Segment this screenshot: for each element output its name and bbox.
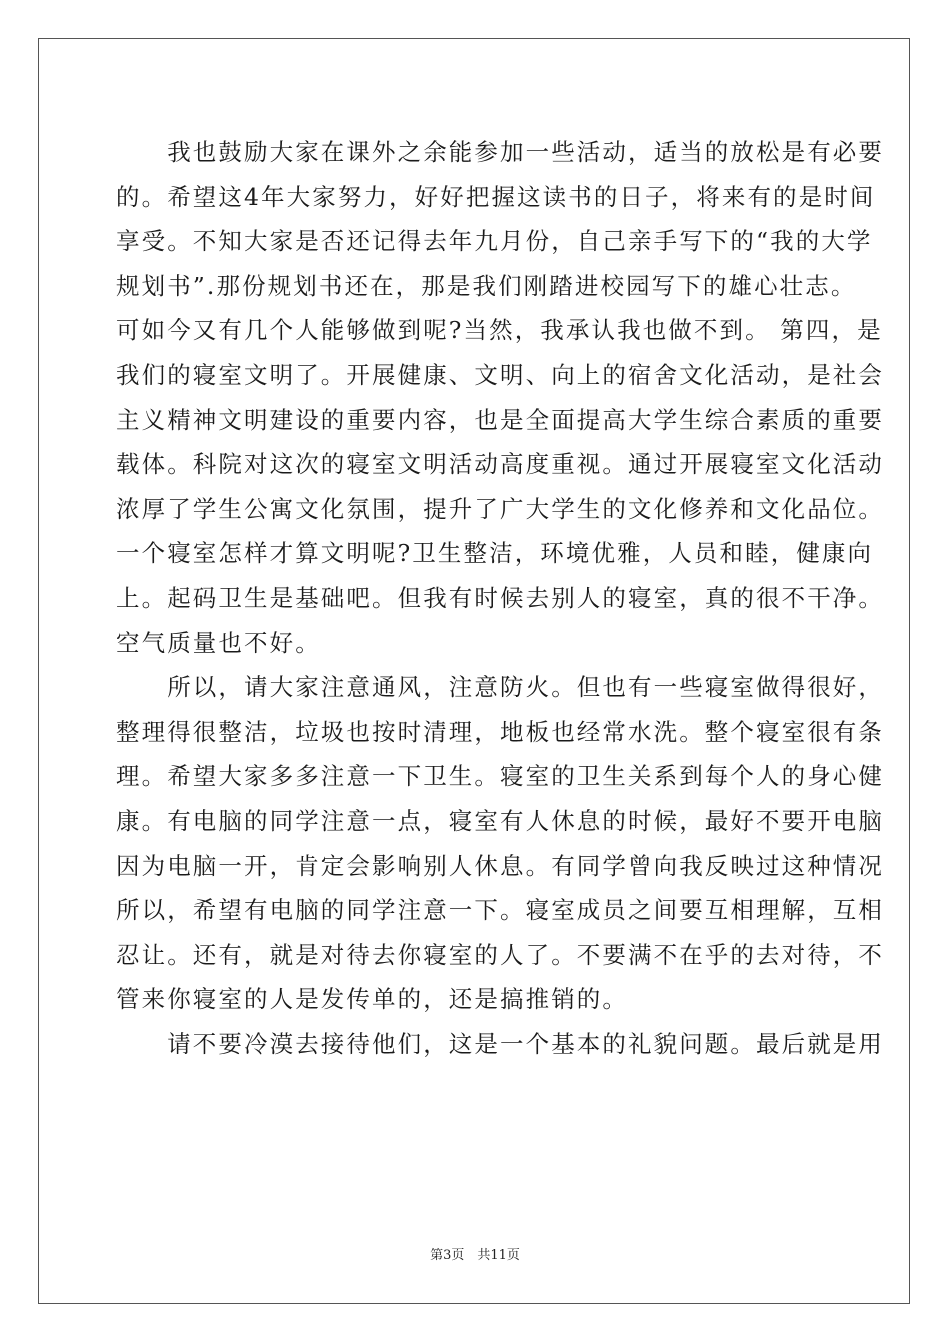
text-line: 因为电脑一开，肯定会影响别人休息。有同学曾向我反映过这种情况: [116, 851, 884, 880]
text-line: 理。希望大家多多注意一下卫生。寝室的卫生关系到每个人的身心健: [116, 762, 884, 791]
text-line: 浓厚了学生公寓文化氛围，提升了广大学生的文化修养和文化品位。: [116, 494, 884, 523]
text-line: 所以，请大家注意通风，注意防火。但也有一些寝室做得很好，: [116, 673, 884, 702]
text-line: 的。希望这4年大家努力，好好把握这读书的日子，将来有的是时间: [116, 182, 876, 211]
text-line: 主义精神文明建设的重要内容，也是全面提高大学生综合素质的重要: [116, 405, 884, 434]
body-text: [116, 130, 884, 1066]
text-line: 一个寝室怎样才算文明呢?卫生整洁，环境优雅，人员和睦，健康向: [116, 539, 874, 568]
text-line: 可如今又有几个人能够做到呢?当然，我承认我也做不到。 第四，是: [116, 316, 883, 345]
text-line: 康。有电脑的同学注意一点，寝室有人休息的时候，最好不要开电脑: [116, 806, 884, 835]
text-line: 我也鼓励大家在课外之余能参加一些活动，适当的放松是有必要: [116, 138, 884, 166]
text-line: 请不要冷漠去接待他们，这是一个基本的礼貌问题。最后就是用: [116, 1029, 884, 1058]
text-line: 整理得很整洁，垃圾也按时清理，地板也经常水洗。整个寝室很有条: [116, 717, 884, 746]
text-line: 空气质量也不好。: [116, 628, 321, 657]
text-line: 所以，希望有电脑的同学注意一下。寝室成员之间要互相理解，互相: [116, 896, 884, 925]
text-line: 忍让。还有，就是对待去你寝室的人了。不要满不在乎的去对待，不: [116, 940, 884, 969]
text-line: 管来你寝室的人是发传单的，还是搞推销的。: [116, 985, 628, 1014]
text-line: 上。起码卫生是基础吧。但我有时候去别人的寝室，真的很不干净。: [116, 583, 884, 612]
text-line: 享受。不知大家是否还记得去年九月份，自己亲手写下的“我的大学: [116, 227, 873, 256]
page-number-footer: 第3页 共11页: [430, 1248, 520, 1263]
text-line: 载体。科院对这次的寝室文明活动高度重视。通过开展寝室文化活动: [116, 450, 884, 479]
text-line: 规划书”.那份规划书还在，那是我们刚踏进校园写下的雄心壮志。: [116, 271, 857, 300]
text-line: 我们的寝室文明了。开展健康、文明、向上的宿舍文化活动，是社会: [116, 360, 884, 389]
